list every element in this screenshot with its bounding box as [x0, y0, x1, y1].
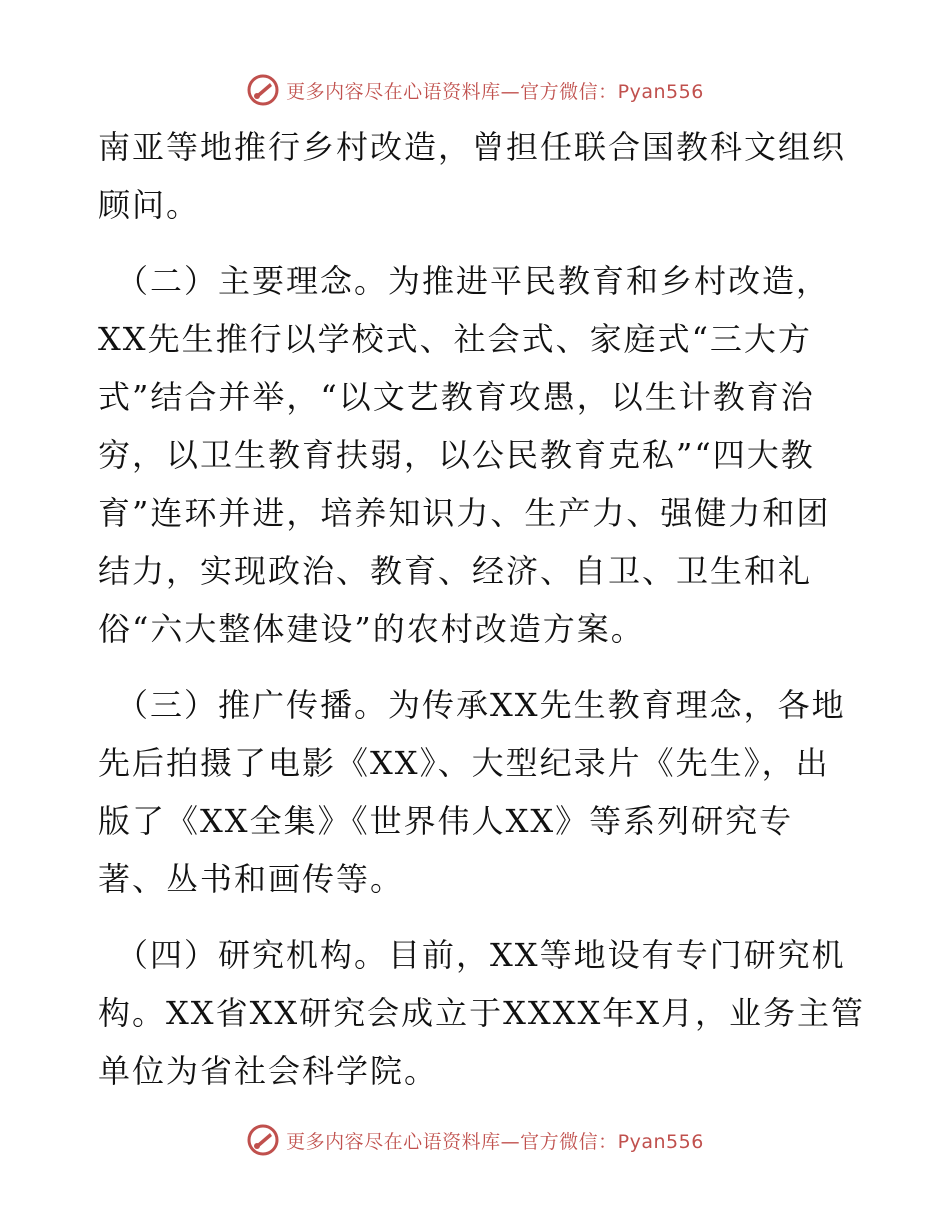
text-line: 著、丛书和画传等。: [98, 860, 405, 898]
footer-watermark: [0, 1120, 950, 1160]
text-line: 南亚等地推行乡村改造，曾担任联合国教科文组织: [98, 128, 847, 166]
header-watermark: [0, 70, 950, 110]
text-line: 结力，实现政治、教育、经济、自卫、卫生和礼: [98, 552, 813, 590]
text-line: 式”结合并举，“以文艺教育攻愚，以生计教育治: [98, 378, 815, 416]
document-body: [98, 118, 866, 1100]
paragraph-2: [98, 252, 850, 658]
text-line: 穷，以卫生教育扶弱，以公民教育克私”“四大教: [98, 436, 815, 474]
text-line: XX先生推行以学校式、社会式、家庭式“三大方: [98, 320, 812, 358]
text-line: 构。XX省XX研究会成立于XXXX年X月，业务主管: [98, 994, 866, 1032]
text-line: 版了《XX全集》《世界伟人XX》等系列研究专: [98, 802, 794, 840]
text-line: （二）主要理念。为推进平民教育和乡村改造，: [116, 262, 831, 300]
watermark-text: 更多内容尽在心语资料库—官方微信：Pyan556: [286, 1130, 704, 1153]
text-line: 先后拍摄了电影《XX》、大型纪录片《先生》，出: [98, 744, 830, 782]
text-line: （四）研究机构。目前，XX等地设有专门研究机: [116, 936, 846, 974]
text-line: 俗“六大整体建设”的农村改造方案。: [98, 610, 645, 648]
text-line: 单位为省社会科学院。: [98, 1052, 439, 1090]
text-line: 顾问。: [98, 186, 201, 224]
text-line: （三）推广传播。为传承XX先生教育理念，各地: [116, 686, 846, 724]
paragraph-3: [98, 676, 850, 908]
logo-icon: [246, 1123, 280, 1157]
text-line: 育”连环并进，培养知识力、生产力、强健力和团: [98, 494, 831, 532]
logo-icon: [246, 73, 280, 107]
watermark-text: 更多内容尽在心语资料库—官方微信：Pyan556: [286, 80, 704, 103]
paragraph-4: [98, 926, 866, 1100]
paragraph-1: [98, 118, 850, 234]
